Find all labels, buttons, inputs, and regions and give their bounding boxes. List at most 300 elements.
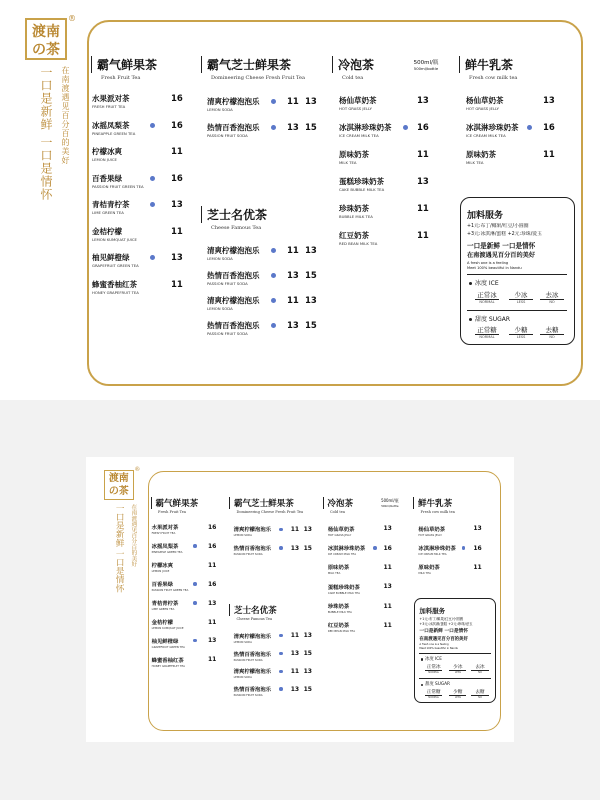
- menu-item-price-medium: 11: [290, 668, 300, 676]
- menu-item: [234, 667, 271, 679]
- recommended-dot-icon: [403, 125, 408, 130]
- section-milk-tea: [459, 56, 559, 81]
- menu-item-price: 11: [171, 147, 183, 157]
- addon-english-1: A fresh one is a feeling: [467, 261, 509, 265]
- menu-item-price: 11: [383, 602, 392, 610]
- recommended-dot-icon: [150, 255, 155, 260]
- recommended-dot-icon: [271, 248, 276, 253]
- menu-item-price: 13: [207, 637, 217, 645]
- menu-item-name: 原味奶茶: [418, 565, 440, 572]
- menu-item-english: LEMON SODA: [207, 107, 233, 112]
- menu-item-price-large: 13: [303, 668, 312, 676]
- menu-item-name: 杨仙草奶茶: [327, 526, 355, 533]
- ice-option: [449, 664, 466, 674]
- addon-line-2: +3元:冰淇淋/蛋糕 +2元:珍珠/爱玉: [467, 232, 542, 237]
- menu-item-name: 冰摇凤梨茶: [151, 544, 179, 551]
- menu-item: [418, 563, 439, 575]
- menu-item-price: 13: [473, 525, 482, 533]
- sugar-option-label: 正常糖: [426, 690, 441, 696]
- menu-item-price-medium: 11: [287, 296, 299, 306]
- section-subtitle: Fresh Fruit Tea: [101, 75, 141, 81]
- menu-item-english: MILK TEA: [466, 160, 484, 165]
- brand-name-line1: 渡南: [108, 472, 129, 484]
- section-title: 霸气芝士鲜果茶: [229, 497, 315, 509]
- menu-item: [152, 599, 179, 611]
- addon-title: 加料服务: [419, 606, 446, 615]
- menu-item-name: 金桔柠檬: [92, 226, 122, 236]
- section-title: 鲜牛乳茶: [459, 56, 559, 73]
- ice-option: [471, 664, 488, 674]
- ice-label: 冰度 ICE: [425, 656, 442, 662]
- menu-item-price: 16: [473, 544, 482, 552]
- addon-english-2: Meet 100% beautiful in Nandu: [467, 266, 522, 270]
- menu-item-name: 水果派对茶: [151, 525, 179, 532]
- menu-item-name: 清爽柠檬泡泡乐: [207, 97, 260, 106]
- menu-item: [328, 563, 349, 575]
- menu-item-english: RED BEAN MILK TEA: [339, 241, 378, 246]
- ice-label: 冰度 ICE: [475, 280, 499, 287]
- menu-item-name: 热情百香泡泡乐: [207, 321, 260, 330]
- menu-item-price-large: 13: [305, 97, 317, 107]
- addon-slogan-2: 在南渡遇见百分百的美好: [467, 252, 536, 259]
- menu-item-price-large: 15: [305, 271, 317, 281]
- menu-item-english: BUBBLE MILK TEA: [327, 609, 352, 614]
- section-cheese-famous-tea: [229, 604, 300, 621]
- bottle-size-english: 500ml/bottle: [413, 66, 439, 71]
- ice-option-english: NORMAL: [428, 671, 440, 675]
- recommended-dot-icon: [150, 176, 155, 181]
- menu-item-price-medium: 11: [287, 246, 299, 256]
- menu-item-name: 原味奶茶: [466, 150, 496, 159]
- menu-item-name: 杨仙草奶茶: [418, 526, 446, 533]
- menu-item-name: 柠檬冰爽: [151, 563, 173, 570]
- ice-option-label: 少冰: [509, 290, 533, 300]
- menu-item-price: 11: [417, 150, 429, 160]
- addon-slogan: 一口是新鲜 一口是情怀: [419, 629, 468, 635]
- divider: [467, 274, 567, 275]
- menu-item-price: 16: [383, 544, 392, 552]
- menu-item-english: ICE CREAM MILK TEA: [327, 552, 357, 557]
- menu-item-name: 红豆奶茶: [339, 231, 369, 240]
- menu-item: [92, 226, 137, 242]
- sugar-option-label: 去糖: [540, 325, 564, 335]
- addon-line-1: +1元:布丁/椰果/红豆/小圆圈: [419, 616, 464, 621]
- menu-item: [92, 173, 144, 189]
- menu-item-english: ICE CREAM MILK TEA: [339, 133, 379, 138]
- menu-item-name: 热情百香泡泡乐: [207, 271, 260, 280]
- bottle-size-english: 500ml/bottle: [381, 504, 399, 509]
- menu-item-name: 冰淇淋珍珠奶茶: [339, 123, 392, 132]
- sugar-option: [540, 325, 564, 339]
- addon-title: 加料服务: [467, 211, 504, 221]
- addon-slogan-2: 在南渡遇见百分百的美好: [419, 636, 468, 642]
- menu-item-price-medium: 13: [290, 544, 300, 552]
- menu-item: [152, 580, 189, 592]
- menu-item: [466, 122, 519, 138]
- menu-item: [92, 146, 122, 162]
- menu-item: [92, 199, 130, 215]
- brand-name-line2: の茶: [108, 485, 129, 497]
- menu-item-name: 原味奶茶: [327, 565, 350, 572]
- menu-item-english: CAKE BUBBLE MILK TEA: [327, 590, 360, 595]
- sugar-option: [425, 689, 442, 699]
- section-subtitle: Cold tea: [329, 510, 345, 515]
- brand-slogan-main: 一口是新鲜 一口是情怀: [114, 504, 125, 593]
- menu-item: [466, 95, 504, 111]
- menu-item-price: 11: [543, 150, 555, 160]
- menu-item-price: 11: [417, 231, 429, 241]
- addon-service-panel: [414, 598, 496, 704]
- menu-item: [92, 279, 139, 295]
- menu-item-name: 金桔柠檬: [151, 619, 173, 626]
- sugar-option-english: LESS: [516, 335, 526, 339]
- ice-option-label: 正常冰: [475, 290, 499, 300]
- menu-item-price-large: 13: [305, 296, 317, 306]
- menu-item-name: 杨仙草奶茶: [466, 96, 504, 105]
- menu-item: [328, 583, 360, 595]
- menu-item: [234, 632, 271, 644]
- recommended-dot-icon: [193, 601, 197, 605]
- menu-item-price: 16: [207, 542, 217, 550]
- menu-item-price-medium: 11: [290, 632, 300, 640]
- menu-item-english: LEMON SODA: [207, 306, 233, 311]
- menu-item: [339, 230, 377, 246]
- menu-item-english: HONEY GRAPEFRUIT TEA: [92, 289, 139, 295]
- recommended-dot-icon: [150, 202, 155, 207]
- menu-item-english: LEMON SODA: [233, 675, 252, 680]
- menu-item-english: PASSION FRUIT SODA: [207, 281, 248, 286]
- menu-item-price-medium: 13: [287, 321, 299, 331]
- section-subtitle: Fresh Fruit Tea: [158, 510, 186, 515]
- menu-item-name: 冰淇淋珍珠奶茶: [327, 546, 366, 553]
- ice-option-label: 正常冰: [426, 665, 441, 671]
- section-subtitle: Fresh cow milk tea: [469, 75, 518, 81]
- menu-item: [152, 618, 184, 630]
- menu-item-price: 16: [171, 94, 183, 104]
- menu-item-name: 冰淇淋珍珠奶茶: [466, 123, 519, 132]
- menu-item: [339, 149, 369, 165]
- section-cold-tea: [332, 56, 402, 81]
- menu-item-price: 16: [543, 123, 555, 133]
- menu-item-english: MILK TEA: [327, 571, 341, 576]
- sugar-option-label: 少糖: [509, 325, 533, 335]
- bottle-size: 500ml/瓶: [413, 60, 439, 66]
- menu-item: [207, 122, 260, 138]
- menu-item-price: 11: [473, 564, 482, 571]
- menu-item-name: 蜂蜜香柚红茶: [151, 657, 184, 664]
- menu-item-english: ICE CREAM MILK TEA: [466, 133, 506, 138]
- menu-item-english: PINEAPPLE GREEN TEA: [151, 550, 183, 555]
- menu-item-english: PASSION FRUIT SODA: [233, 657, 263, 662]
- section-cheese-fruit-tea: [229, 497, 315, 514]
- menu-item-name: 清爽柠檬泡泡乐: [233, 669, 272, 676]
- section-fruit-tea: [151, 497, 222, 514]
- menu-item-name: 热情百香泡泡乐: [233, 687, 272, 694]
- ice-option-label: 去冰: [540, 290, 564, 300]
- menu-item-price: 11: [207, 656, 217, 664]
- menu-item-english: LEMON JUICE: [151, 569, 170, 574]
- menu-item-price: 11: [383, 621, 392, 629]
- section-milk-tea: [413, 497, 484, 514]
- menu-item-price: 13: [207, 599, 217, 607]
- ice-option-english: NO: [549, 300, 555, 304]
- menu-item-price: 11: [171, 226, 183, 237]
- menu-item-price-medium: 13: [290, 650, 300, 658]
- section-subtitle: Cold tea: [342, 75, 364, 81]
- recommended-dot-icon: [271, 99, 276, 104]
- sugar-option-english: NORMAL: [479, 335, 495, 339]
- recommended-dot-icon: [271, 298, 276, 303]
- recommended-dot-icon: [279, 670, 283, 674]
- menu-item: [207, 295, 260, 311]
- recommended-dot-icon: [279, 652, 283, 656]
- menu-item-english: MILK TEA: [418, 571, 431, 576]
- menu-item-english: GRAPEFRUIT GREEN TEA: [92, 263, 139, 268]
- ice-option-english: NO: [478, 671, 482, 675]
- menu-item: [207, 245, 260, 261]
- menu-item-name: 珍珠奶茶: [339, 204, 369, 213]
- section-subtitle: Domineering Cheese Fresh Fruit Tea: [211, 75, 305, 81]
- section-title: 霸气鲜果茶: [151, 497, 222, 509]
- ice-option: [509, 290, 533, 304]
- menu-item-name: 冰淇淋珍珠奶茶: [418, 546, 456, 553]
- menu-item-english: RED BEAN MILK TEA: [327, 629, 356, 634]
- addon-line-2: +3元:冰淇淋/蛋糕 +2元:珍珠/爱玉: [419, 622, 473, 627]
- menu-item-english: HOT GRASS JELLY: [466, 106, 499, 111]
- menu-item-english: HOT GRASS JELLY: [327, 532, 352, 537]
- menu-item-name: 蛋糕珍珠奶茶: [339, 177, 384, 186]
- menu-item: [207, 270, 260, 286]
- menu-item-price-large: 15: [303, 650, 312, 658]
- brand-logo: [104, 470, 134, 500]
- sugar-option-label: 去糖: [471, 689, 488, 696]
- menu-item-english: BUBBLE MILK TEA: [339, 214, 373, 219]
- bullet-icon: [469, 318, 472, 321]
- menu-item: [339, 203, 373, 219]
- menu-item-name: 蜂蜜香柚红茶: [92, 279, 137, 289]
- menu-item-price: 13: [417, 177, 429, 187]
- menu-item-name: 蛋糕珍珠奶茶: [327, 584, 360, 591]
- sugar-option-label: 少糖: [449, 689, 466, 696]
- menu-item: [152, 637, 185, 649]
- section-fruit-tea: [91, 56, 191, 81]
- menu-item-name: 热情百香泡泡乐: [233, 651, 272, 658]
- recommended-dot-icon: [193, 544, 197, 548]
- menu-item-english: PASSION FRUIT GREEN TEA: [151, 588, 189, 593]
- menu-item-english: HOT GRASS JELLY: [339, 106, 372, 111]
- addon-slogan: 一口是新鲜 一口是情怀: [467, 242, 536, 250]
- menu-item-english: PASSION FRUIT SODA: [207, 331, 248, 336]
- ice-option-label: 去冰: [471, 664, 488, 671]
- menu-item-price: 16: [171, 120, 183, 131]
- menu-item-name: 柚见鲜橙绿: [92, 253, 130, 262]
- brand-logo: [25, 18, 67, 60]
- sugar-label: 甜度 SUGAR: [425, 682, 451, 688]
- menu-item-name: 清爽柠檬泡泡乐: [233, 633, 272, 640]
- menu-item-english: LEMON JUICE: [92, 157, 117, 162]
- menu-item-price-large: 13: [303, 526, 312, 534]
- menu-item: [418, 544, 455, 556]
- ice-option-english: LESS: [454, 671, 461, 675]
- menu-item-english: FRESH FRUIT TEA: [151, 531, 176, 536]
- menu-item: [207, 96, 260, 112]
- menu-item-english: MILK TEA: [339, 160, 357, 165]
- ice-option-english: NORMAL: [479, 300, 495, 304]
- menu-item-name: 杨仙草奶茶: [339, 96, 377, 105]
- menu-item-english: PASSION FRUIT SODA: [233, 693, 263, 698]
- menu-item-price-medium: 11: [290, 526, 300, 534]
- addon-service-panel: [460, 197, 575, 345]
- brand-slogan-sub: 在南渡遇见百分百的美好: [129, 504, 136, 567]
- menu-item-price-large: 15: [305, 321, 317, 331]
- menu-item-english: FRESH FRUIT TEA: [92, 104, 126, 109]
- addon-english-2: Meet 100% beautiful in Nandu: [419, 647, 459, 651]
- menu-item-name: 红豆奶茶: [327, 623, 350, 630]
- recommended-dot-icon: [193, 639, 197, 643]
- menu-item-price-medium: 11: [287, 97, 299, 107]
- section-cheese-famous-tea: [201, 206, 301, 231]
- recommended-dot-icon: [279, 546, 283, 550]
- menu-item-english: LIME GREEN TEA: [92, 210, 124, 215]
- menu-item-price-medium: 13: [290, 685, 300, 693]
- bullet-icon: [421, 658, 423, 660]
- menu-item-price: 11: [383, 564, 392, 571]
- recommended-dot-icon: [373, 546, 377, 550]
- menu-item-price: 11: [207, 561, 217, 569]
- menu-item-english: PINEAPPLE GREEN TEA: [92, 130, 136, 136]
- recommended-dot-icon: [279, 687, 283, 691]
- brand-name-line2: の茶: [32, 42, 60, 58]
- menu-item: [152, 542, 183, 554]
- recommended-dot-icon: [279, 528, 283, 532]
- menu-item-price: 11: [207, 618, 217, 626]
- menu-item-price-large: 15: [305, 123, 317, 133]
- divider: [467, 310, 567, 311]
- sugar-option-english: NO: [478, 696, 482, 700]
- menu-item: [418, 525, 445, 537]
- bottle-size: 500ml/瓶: [381, 498, 399, 504]
- menu-item-name: 清爽柠檬泡泡乐: [207, 246, 260, 255]
- ice-option: [475, 290, 499, 304]
- menu-item: [92, 252, 139, 268]
- section-cold-tea: [323, 497, 373, 514]
- menu-item-price: 11: [417, 204, 429, 214]
- menu-item-english: HOT GRASS JELLY: [418, 532, 442, 537]
- menu-item: [466, 149, 496, 165]
- menu-item-english: CAKE BUBBLE MILK TEA: [339, 187, 385, 192]
- menu-item-price: 13: [383, 583, 392, 591]
- menu-item-english: GRAPEFRUIT GREEN TEA: [151, 644, 185, 649]
- section-title: 鲜牛乳茶: [413, 497, 484, 509]
- ice-option: [425, 664, 442, 674]
- menu-item-name: 珍珠奶茶: [327, 603, 350, 610]
- recommended-dot-icon: [527, 125, 532, 130]
- menu-item-name: 清爽柠檬泡泡乐: [207, 296, 260, 305]
- menu-item-price: 16: [417, 123, 429, 133]
- menu-item-price-large: 13: [303, 632, 312, 640]
- menu-item-price: 16: [207, 580, 217, 588]
- menu-item: [234, 544, 271, 556]
- menu-item: [339, 122, 392, 138]
- section-title: 芝士名优茶: [201, 206, 301, 223]
- menu-item-name: 水果派对茶: [92, 94, 130, 103]
- bullet-icon: [421, 684, 423, 686]
- menu-item: [234, 650, 271, 662]
- menu-item: [328, 525, 355, 537]
- section-subtitle: Cheese Famous Tea: [211, 225, 262, 231]
- section-title: 霸气鲜果茶: [91, 56, 191, 73]
- brand-slogan-sub: 在南渡遇见百分百的美好: [61, 66, 70, 165]
- ice-option-label: 少冰: [449, 664, 466, 671]
- section-title: 冷泡茶: [323, 497, 373, 509]
- section-cheese-fruit-tea: [201, 56, 321, 81]
- menu-item-english: PASSION FRUIT SODA: [233, 552, 263, 557]
- menu-item: [92, 120, 135, 136]
- recommended-dot-icon: [271, 273, 276, 278]
- recommended-dot-icon: [271, 323, 276, 328]
- divider: [419, 678, 490, 679]
- sugar-option: [509, 325, 533, 339]
- sugar-option-english: NO: [549, 335, 555, 339]
- menu-item-name: 百香果绿: [92, 173, 122, 183]
- menu-item-name: 百香果绿: [151, 582, 173, 589]
- menu-item-price-medium: 13: [287, 123, 299, 133]
- sugar-option-english: LESS: [454, 696, 461, 700]
- addon-english-1: A fresh one is a feeling: [419, 643, 449, 647]
- menu-item-price: 13: [417, 96, 429, 106]
- sugar-label: 甜度 SUGAR: [475, 316, 511, 323]
- brand-name-line1: 渡南: [32, 24, 60, 40]
- menu-item-price-large: 15: [303, 685, 312, 693]
- menu-item-name: 柚见鲜橙绿: [151, 638, 179, 645]
- menu-item-english: ICE CREAM MILK TEA: [418, 552, 447, 557]
- section-title: 冷泡茶: [332, 56, 402, 73]
- sugar-option: [449, 689, 466, 699]
- section-title: 芝士名优茶: [229, 604, 300, 616]
- sugar-option-label: 正常糖: [475, 325, 499, 335]
- menu-item-price-medium: 13: [287, 271, 299, 281]
- menu-item-price: 16: [171, 173, 183, 184]
- menu-item: [152, 656, 185, 668]
- menu-item-price: 13: [543, 96, 555, 106]
- divider: [419, 653, 490, 654]
- sugar-option-english: NORMAL: [428, 696, 440, 700]
- menu-item-english: HONEY GRAPEFRUIT TEA: [151, 663, 186, 668]
- menu-board-preview: [86, 457, 514, 742]
- menu-item-price: 11: [171, 279, 183, 290]
- menu-item-english: LEMON KUMQUAT JUICE: [92, 236, 137, 242]
- section-subtitle: Fresh cow milk tea: [420, 510, 455, 515]
- bottle-size-note: [376, 498, 405, 508]
- menu-item-english: PASSION FRUIT GREEN TEA: [92, 183, 144, 189]
- menu-item: [339, 176, 384, 192]
- menu-item: [234, 525, 271, 537]
- addon-line-1: +1元:布丁/椰果/红豆/小圆圈: [467, 224, 529, 229]
- menu-item-english: PASSION FRUIT SODA: [207, 133, 248, 138]
- menu-item-english: LIME GREEN TEA: [151, 606, 175, 611]
- ice-option-english: LESS: [516, 300, 526, 304]
- menu-item: [234, 685, 271, 697]
- menu-item-name: 原味奶茶: [339, 150, 369, 159]
- menu-item-price-large: 13: [305, 246, 317, 256]
- menu-item: [207, 320, 260, 336]
- menu-item: [328, 544, 365, 556]
- menu-item-name: 青桔青柠茶: [92, 200, 130, 209]
- menu-item-name: 清爽柠檬泡泡乐: [233, 527, 272, 534]
- menu-item-price: 16: [207, 524, 217, 532]
- menu-item-english: LEMON SODA: [233, 533, 252, 538]
- menu-item-name: 冰摇凤梨茶: [92, 120, 130, 130]
